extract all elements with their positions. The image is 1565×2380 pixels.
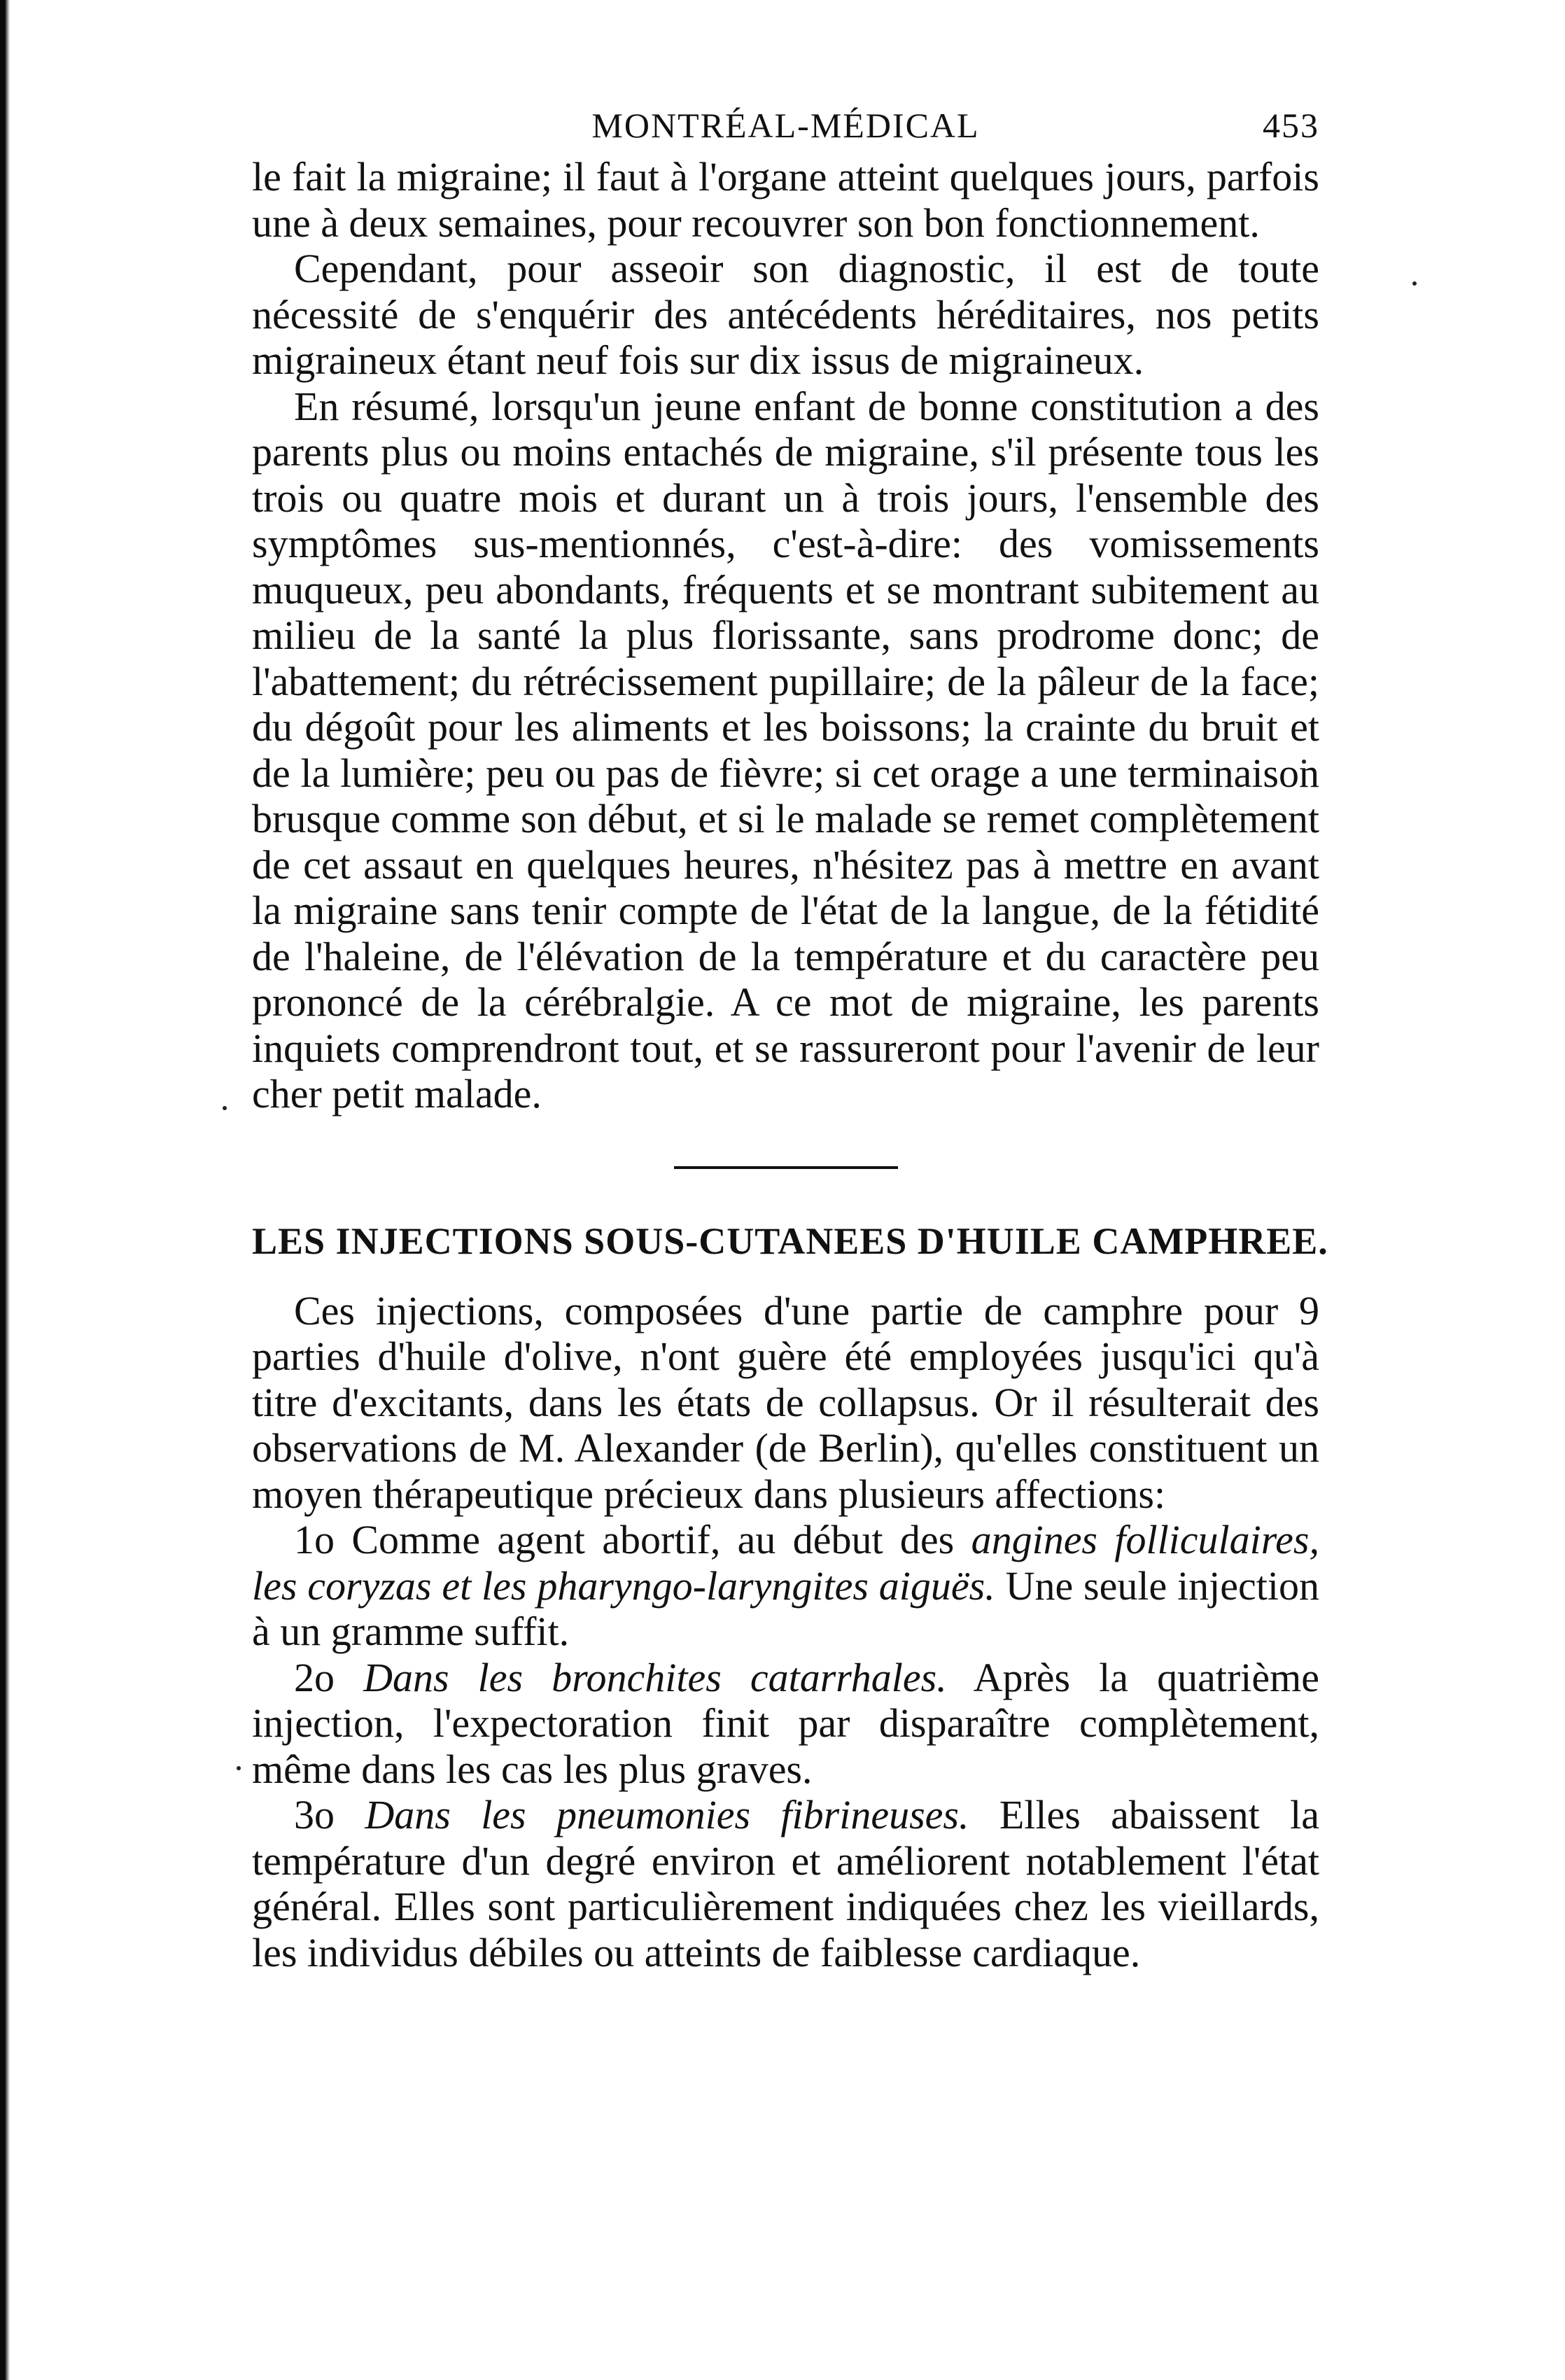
book-page bbox=[252, 105, 1328, 1975]
item-emphasis: angines folliculaires, les coryzas et les pharyngo-laryngites aiguës. bbox=[252, 1517, 1319, 1609]
section-heading: LES INJECTIONS SOUS-CUTANEES D'HUILE CAMPHREE. bbox=[252, 1219, 1328, 1262]
list-item bbox=[252, 1517, 1319, 1655]
list-item bbox=[252, 1655, 1319, 1793]
item-number: 3o bbox=[294, 1792, 335, 1837]
margin-speck bbox=[1412, 281, 1417, 286]
margin-speck bbox=[223, 1106, 227, 1110]
list-item bbox=[252, 1792, 1319, 1975]
article-conclusion bbox=[252, 154, 1319, 1117]
scan-binding-edge bbox=[0, 0, 10, 2380]
item-emphasis: Dans les bronchites catarrhales. bbox=[363, 1654, 947, 1700]
page-number: 453 bbox=[1263, 106, 1319, 145]
camphor-oil-article bbox=[252, 1288, 1319, 1976]
item-text: Une seule injection à un gramme suffit. bbox=[252, 1562, 1320, 1654]
item-number: 2o bbox=[294, 1654, 335, 1700]
running-head bbox=[252, 105, 1319, 154]
summary-paragraph: En résumé, lorsqu'un jeune enfant de bonne constitution a des parents plus ou moins entachés de migraine, s'il présente tous les trois ou quatre mois et durant un à trois jours, l'ensemble des symptômes sus-mentionnés, c'est-à-dire: des vomissements muqueux, peu abondants, fréquents et se montrant subitement au milieu de la santé la plus florissante, sans prodrome donc; de l'abattement; du rétrécissement pupillaire; de la pâleur de la face; du dégoût pour les aliments et les boissons; la crainte du bruit et de la lumière; peu ou pas de fièvre; si cet orage a une terminaison brusque comme son début, et si le malade se remet complètement de cet assaut en quelques heures, n'hésitez pas à mettre en avant la migraine sans tenir compte de l'état de la langue, de la fétidité de l'haleine, de l'élévation de la température et du caractère peu prononcé de la cérébralgie. A ce mot de migraine, les parents inquiets comprendront tout, et se rassureront pour l'avenir de leur cher petit malade. bbox=[252, 383, 1319, 1116]
running-title: MONTRÉAL-MÉDICAL bbox=[591, 106, 980, 145]
item-number: 1o bbox=[294, 1517, 335, 1562]
item-text: Après la quatrième injection, l'expectoration finit par disparaître complètement, même dans les cas les plus graves. bbox=[252, 1654, 1319, 1792]
margin-speck bbox=[237, 1766, 241, 1770]
item-text: Elles abaissent la température d'un degré environ et améliorent notablement l'état général. Elles sont particulièrement indiquées chez les vieillards, les individus débiles ou atteints de faiblesse cardiaque. bbox=[252, 1792, 1320, 1975]
section-divider bbox=[674, 1166, 898, 1169]
continued-paragraph: le fait la migraine; il faut à l'organe atteint quelques jours, parfois une à deux semaines, pour recouvrer son bon fonctionnement. bbox=[252, 154, 1319, 246]
item-lead: Comme agent abortif, au début des bbox=[351, 1517, 955, 1562]
intro-paragraph: Ces injections, composées d'une partie de camphre pour 9 parties d'huile d'olive, n'ont guère été employées jusqu'ici qu'à titre d'excitants, dans les états de collapsus. Or il résulterait des observations de M. Alexander (de Berlin), qu'elles constituent un moyen thérapeutique précieux dans plusieurs affections: bbox=[252, 1287, 1319, 1517]
item-emphasis: Dans les pneumonies fibrineuses. bbox=[365, 1792, 969, 1837]
paragraph: Cependant, pour asseoir son diagnostic, il est de toute nécessité de s'enquérir des antécédents héréditaires, nos petits migraineux étant neuf fois sur dix issus de migraineux. bbox=[252, 246, 1319, 383]
